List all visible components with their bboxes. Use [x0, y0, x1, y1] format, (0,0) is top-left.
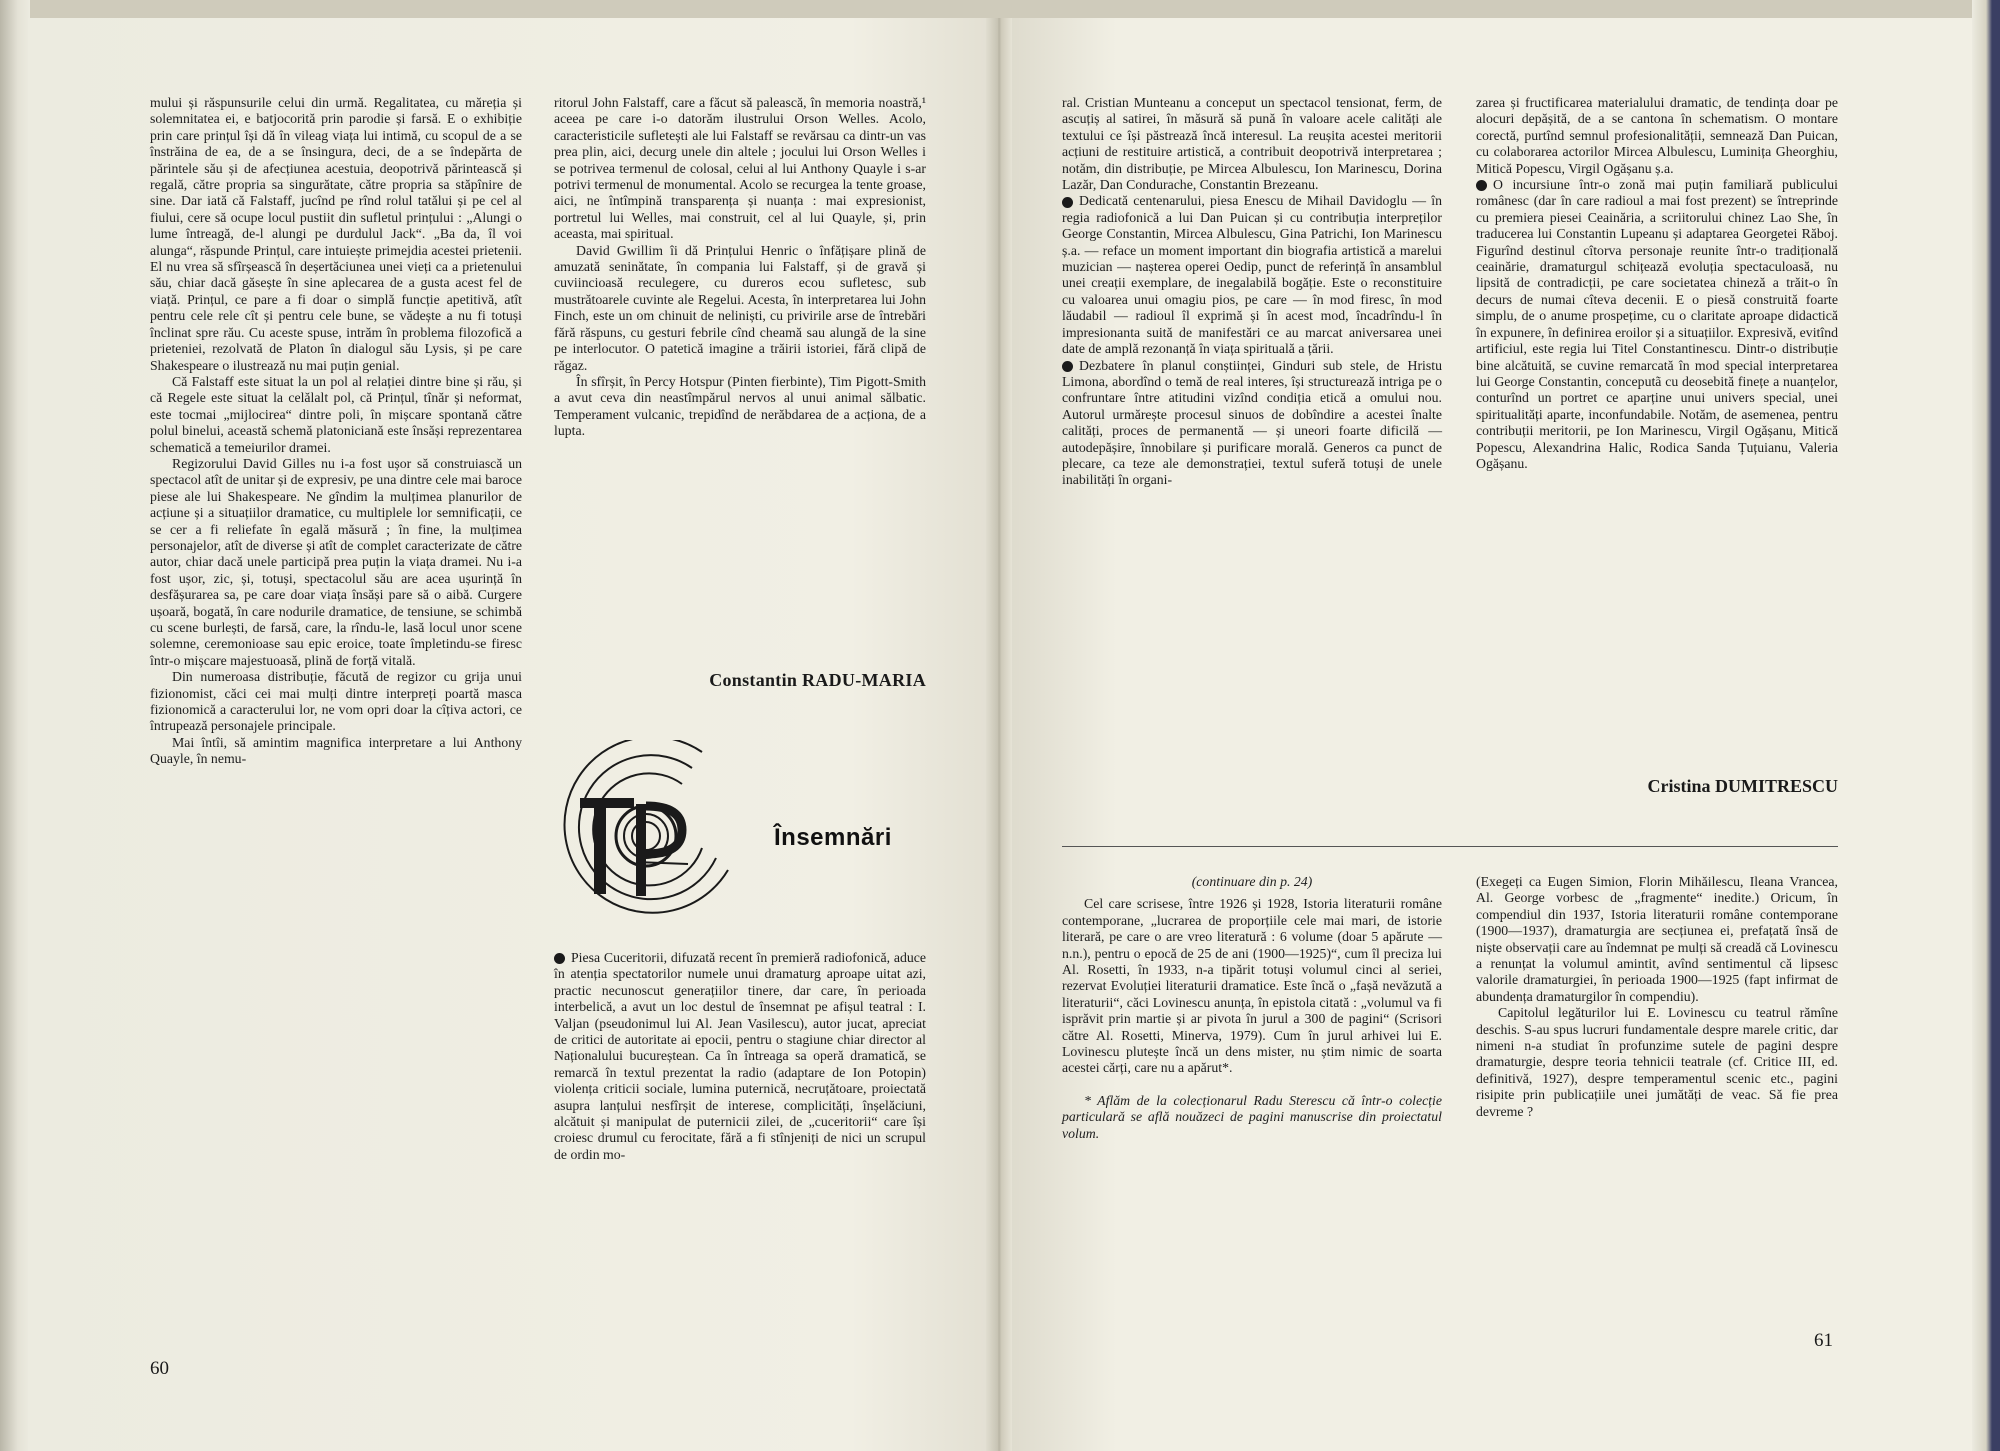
paragraph: zarea și fructificarea materialului dramatic, de tendința doar pe alocuri depășită, de a se cantona în schematism. O montare corectă, purtînd semnul profesionalității, semnează Dan Puican, cu colaborarea actorilor Mircea Albulescu, Luminița Gheorghiu, Mitică Popescu, Virgil Ogășanu ș.a. — [1476, 95, 1838, 176]
left-column-2-bottom — [554, 950, 926, 1163]
paragraph: ral. Cristian Munteanu a conceput un spectacol tensionat, ferm, de ascuțiș al satirei, în măsură să pună în valoare acele calități ale textului ce își păstrează încă interesul. La reușita acestei meritorii acțiuni de restituire artistică, a contribuit deopotrivă interpretarea ; notăm, din distribuție, pe Mircea Albulescu, Ion Marinescu, Dorina Lazăr, Dan Condurache, Constantin Brezeanu. — [1062, 95, 1442, 193]
bulleted-paragraph: O incursiune într-o zonă mai puțin familiară publicului românesc (dar în care radioul a mai fost prezent) se întreprinde cu premiera piesei Ceainăria, a scriitorului chinez Lao She, în traducerea lui Constantin Lupeanu și adaptarea Georgetei Răboj. Figurînd destinul cîtorva personaje reunite într-o tradițională ceainărie, dramaturgul schițează evoluția spectaculoasă, nu lipsită de contradicții, pe care societatea chineză a trăit-o în decurs de numai cîteva decenii. E o piesă construită foarte simplu, de o anume prospețime, cu o claritate aproape didactică în expunere, în definirea eroilor și a situațiilor. Expresivă, evitînd artificiul, este regia lui Titel Constantinescu. Dintr-o distribuție bine alcătuită, se cuvine remarcată în mod special interpretarea lui George Constantin, conceputã cu deosebită finețe a nuanțelor, conturînd un portret ce aparține unui univers special, unei spiritualități aparte, inconfundabile. Notăm, de asemenea, pentru contribuții meritorii, pe Ion Marinescu, Virgil Ogășanu, Mitică Popescu, Alexandrina Halic, Rodica Sanda Țuțuianu, Valeria Ogășanu. — [1476, 177, 1838, 471]
right-page-edge — [1972, 0, 2000, 1451]
right-column-3 — [1062, 95, 1442, 489]
left-column-1 — [150, 95, 522, 768]
bullet-icon — [1062, 197, 1073, 208]
paragraph: (Exegeți ca Eugen Simion, Florin Mihăilescu, Ileana Vrancea, Al. George vorbesc de „fragmente“ inedite.) Oricum, în compendiul din 1937, Istoria literaturii române contemporane (1900—1937), dramaturgia are secțiunea ei, prefațată însă de niște observații care au îndemnat pe mulți să creadă că Lovinescu a renunțat la volumul amintit, avînd sentimentul că lipsesc valorile dramaturgiei, în perioada 1900—1925 (fapt infirmat de abundența dramaturgilor în compendiu). — [1476, 874, 1838, 1004]
section-title-insemnari: Însemnări — [774, 824, 892, 851]
bullet-icon — [1476, 180, 1487, 191]
paragraph: Capitolul legăturilor lui E. Lovinescu cu teatrul rămîne deschis. S-au spus lucruri fundamentale despre marele critic, dar nimeni n-a studiat în profunzime sutele de pagini despre dramaturgie, despre teoria tehnicii teatrale (cf. Critice III, ed. definitivă, 1927), despre temperamentul scenic etc., pagini risipite prin publicațiile unei jumătăți de veac. Să fie prea devreme ? — [1476, 1005, 1838, 1119]
paragraph: ritorul John Falstaff, care a făcut să palească, în memoria noastră,¹ aceea pe care i-o datorăm ilustrului Orson Welles. Acolo, caracteristicile sufletești ale lui Falstaff se revărsau ca dintr-un vas prea plin, aici, decurg unele din altele ; jocului lui Orson Welles i se potrivea termenul de colosal, celui al lui Anthony Quayle i s-ar potrivi termenul de monumental. Acolo se recurgea la tente groase, aici, ne întîmpină transparența și nuanța : mai expresionist, portretul lui Welles, mai construit, cel al lui Quayle, și, prin aceasta, mai spiritual. — [554, 95, 926, 242]
page-number-right: 61 — [1814, 1330, 1833, 1351]
paragraph: Cel care scrisese, între 1926 și 1928, Istoria literaturii române contemporane, „lucrarea de proporțiile cele mai mari, de istorie literară, pe care o are vreo literatură : 6 volume (doar 5 apărute — n.n.), pentru o epocă de 25 de ani (1900—1925)“, cum îl preciza lui Al. Rosetti, în 1933, n-a tipărit totuși volumul cinci al seriei, rezervat Evoluției literaturii dramatice. Este încă o „fașă nevăzută a literaturii“, căci Lovinescu anunța, în epistola citată : „volumul va fi isprăvit prin martie și ar pivota în jurul a 300 de pagini“ (Scrisori către Al. Rosetti, Minerva, 1979). Cum în jurul arhivei lui E. Lovinescu plutește încă un dens mister, nu știm nimic de soarta acestei cărți, care nu a apărut*. — [1062, 896, 1442, 1076]
bulleted-paragraph: Piesa Cuceritorii, difuzată recent în premieră radiofonică, aduce în atenția spectatorilor numele unui dramaturg aproape uitat azi, practic necunoscut generațiilor tinere, dar care, în perioada interbelică, a avut un loc destul de însemnat pe afișul teatral : I. Valjan (pseudonimul lui Al. Jean Vasilescu), autor jucat, apreciat de critici de autoritate ai epocii, pentru o stagiune chiar director al Naționalului bucureștean. Ca în întreaga sa operă dramatică, se remarcă în textul prezentat la radio (adaptare de Ion Potopin) violența criticii sociale, lumina puternică, necruțătoare, proiectată asupra lanțului nesfîrșit de interese, complicități, înșelăciuni, alcătuit și manipulat de puternicii zilei, de „cuceritorii“ care își croiesc drumul cu ferocitate, fără a fi stînjeniți de nici un scrupul de ordin mo- — [554, 950, 926, 1162]
footnote: * Aflăm de la colecționarul Radu Sterescu că într-o colecție particulară se află nouăzeci de pagini manuscrise din proiectatul volum. — [1062, 1092, 1442, 1141]
signature-radu-maria: Constantin RADU-MARIA — [709, 670, 926, 690]
bulleted-paragraph: Dezbatere în planul conștiinței, Ginduri sub stele, de Hristu Limona, abordînd o temă de real interes, își structurează intriga pe o confruntare între atitudini vizînd condiția etică a omului nou. Autorul urmărește procesul sinuos de dobîndire a acestei înalte calități, proces de permanentă — și uneori foarte dificilă — autodepășire, înnobilare și purificare morală. Generos ca punct de plecare, ca teze ale demonstrației, textul suferă totuși de unele inabilități în organi- — [1062, 357, 1442, 488]
right-column-3-bottom — [1062, 874, 1442, 1142]
paragraph: Că Falstaff este situat la un pol al relației dintre bine și rău, și că Regele este situat la celălalt pol, că Prințul, tînăr și neformat, este tocmai „mijlocirea“ dintre poli, în mișcare spontană către polul binelui, această schemă platoniciană este însăși reprezentarea schematică a temeiurilor dramei. — [150, 373, 522, 455]
insemnari-logo — [552, 740, 772, 930]
bullet-icon — [1062, 361, 1073, 372]
signature-dumitrescu: Cristina DUMITRESCU — [1647, 776, 1838, 796]
paragraph: În sfîrșit, în Percy Hotspur (Pinten fierbinte), Tim Pigott-Smith a avut ceva din neastîmpărul nervos al unui animal sălbatic. Temperament vulcanic, trepidînd de nerăbdarea de a acționa, de a lupta. — [554, 373, 926, 439]
bullet-icon — [554, 953, 565, 964]
paragraph: Din numeroasa distribuție, făcută de regizor cu grija unui fizionomist, căci cei mai mulți dintre interpreți poartă masca fizionomică a caracterului lor, ne vom opri doar la cîțiva actori, ce întrupează personajele principale. — [150, 669, 522, 734]
paragraph: David Gwillim îi dă Prințului Henric o înfățișare plină de amuzată seninătate, în compania lui Falstaff, și de gravă și cuviincioasă reculegere, cu dureros ecou sufletesc, sub mustrătoarele cuvinte ale Regelui. Acesta, în interpretarea lui John Finch, este un om chinuit de neliniști, cu privirile arse de întrebări fără răspuns, cu gesturi febrile cînd cheamă sau alungă de la sine pe interlocutor. O patetică imagine a trăirii istoriei, fără clipă de răgaz. — [554, 242, 926, 373]
paragraph: Mai întîi, să amintim magnifica interpretare a lui Anthony Quayle, în nemu- — [150, 734, 522, 767]
page-number-left: 60 — [150, 1358, 169, 1379]
top-band — [0, 0, 2000, 20]
right-column-4 — [1476, 95, 1838, 472]
continued-note: (continuare din p. 24) — [1191, 874, 1313, 889]
paragraph: Regizorului David Gilles nu i-a fost ușor să construiască un spectacol atît de unitar și de expresiv, pe una dintre cele mai baroce piese ale lui Shakespeare. Ne gîndim la mulțimea planurilor de acțiune și a situațiilor dramatice, cu multiplele lor semnificații, ce se cer a fi reliefate în egală măsură ; în fine, la mulțimea personajelor, atît de diverse și atît de complet caracterizate de către autor, chiar dacă unele participă prea puțin la viața dramei. Nu i-a fost ușor, zic, și, totuși, spectacolul său are acea ușurință în desfășurarea sa, pe care doar viața însăși pare să o aibă. Curgere ușoară, bogată, în care nodurile dramatice, de tensiune, se schimbă cu scene burlești, de farsă, care, la rîndu-le, lasă locul unor scene solemne, ceremonioase sau epic eroice, toate împletindu-se firesc într-o mișcare majestuoasă, plină de forță vitală. — [150, 455, 522, 668]
book-gutter — [986, 18, 1012, 1451]
right-column-4-bottom — [1476, 874, 1838, 1120]
paragraph: mului și răspunsurile celui din urmă. Regalitatea, cu măreția și solemnitatea ei, e batjocorită prin parodie și farsă. E o exhibiție prin care prințul își dă în vileag viața lui intimă, cu scopul de a se înstrăina de ea, de a se însingura, deci, de a se îndepărta de părintele său și de afecțiunea acestuia, deopotrivă părintească și regală, către propria sa singurătate, către propria sa stăpînire de sine. Dar iată că Falstaff, jucînd pe rînd rolul tatălui și pe cel al fiului, cere să ocupe locul pustiit din sufletul prințului : „Alungi o lume întreagă, de-l alungi pe durdulul Jack“. „Ba da, îl voi alunga“, răspunde Prințul, care intuiește primejdia acestei prietenii. El nu vrea să sfîrșească în deșertăciunea unei vieți ca a prietenului său, chiar dacă găsește în sine aplecarea de a gusta acest fel de viață. Prințul, ce pare a fi doar o simplă funcție apetitivă, atît pentru cele rele cît și pentru cele bune, se vădește a nu fi totuși înclinat spre rău. Cu aceste spuse, intrăm în problema filozofică a prieteniei, rezolvată de Platon în dialogul său Lysis, și pe care Shakespeare o ilustrează nu mai puțin genial. — [150, 95, 522, 373]
section-divider — [1062, 846, 1838, 847]
left-column-2-top — [554, 95, 926, 440]
left-page-edge — [0, 0, 30, 1451]
bulleted-paragraph: Dedicată centenarului, piesa Enescu de Mihail Davidoglu — în regia radiofonică a lui Dan Puican și cu contribuția interpreților George Constantin, Mircea Albulescu, Gina Patrichi, Ion Marinescu ș.a. — reface un moment important din biografia artistică a marelui muzician — nașterea operei Oedip, punct de referință în ansamblul unei creații exemplare, de inegalabilă bogăție. Este o reconstituire cu valoarea unui omagiu pios, pe care — în mod firesc, în mod lăudabil — radioul îl exprimă și în acest mod, încadrîndu-l în impresionanta suită de manifestări ce au marcat aniversarea unei date de amplă rezonanță în viața spirituală a țării. — [1062, 193, 1442, 357]
